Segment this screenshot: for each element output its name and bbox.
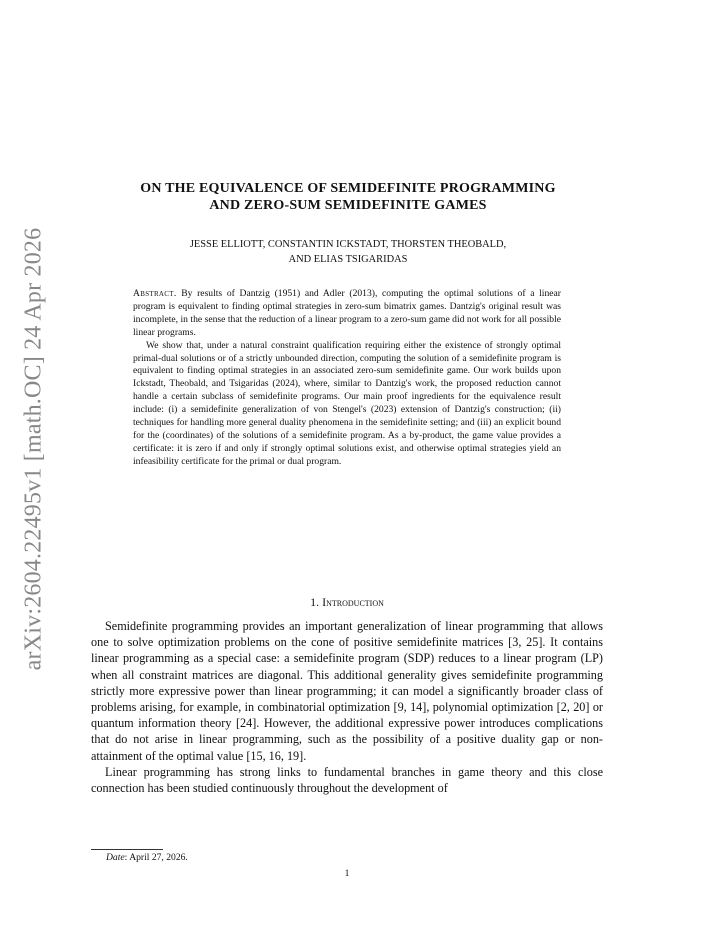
section-number: 1. (310, 595, 320, 609)
abstract-paragraph-2: We show that, under a natural constraint qualification requiring either the existence of strongly optimal primal-dual solutions or of a strictly unbounded direction, computing the solution of a semidefinite program is equivalent to finding optimal strategies in an associated zero-sum semidefinite game. Our work builds upon Ickstadt, Theobald, and Tsigaridas (2024), where, similar to Dantzig's work, the proposed reduction cannot handle a certain subclass of semidefinite programs. Our main proof ingredients for the equivalence result include: (i) a semidefinite generalization of von Stengel's (2023) extension of Dantzig's construction; (ii) techniques for handling more general duality phenomena in the semidefinite setting; and (iii) an explicit bound for the (coordinates) of the solutions of a semidefinite program. As a by-product, the game value provides a certificate: it is zero if and only if strongly optimal solutions exist, and otherwise optimal strategies yield an infeasibility certificate for the primal or dual program. (133, 339, 561, 467)
footnote-date (106, 852, 188, 863)
author-line-1: JESSE ELLIOTT, CONSTANTIN ICKSTADT, THORSTEN THEOBALD, (189, 239, 507, 250)
author-line-2: AND ELIAS TSIGARIDAS (288, 254, 408, 265)
abstract-text-1: By results of Dantzig (1951) and Adler (2013), computing the optimal solutions of a linear program is equivalent to finding optimal strategies in zero-sum bimatrix games. Dantzig's original result was incomplete, in the sense that the reduction of a linear program to a zero-sum game did not work for all possible linear programs. (133, 288, 561, 338)
page-number: 1 (344, 868, 350, 879)
body-paragraph-2: Linear programming has strong links to fundamental branches in game theory and this close connection has been studied continuously throughout the development of (91, 764, 603, 796)
paper-title-line-1: ON THE EQUIVALENCE OF SEMIDEFINITE PROGRAMMING (140, 181, 556, 196)
footnote-divider (91, 849, 163, 850)
paper-title-line-2: AND ZERO-SUM SEMIDEFINITE GAMES (209, 198, 487, 213)
abstract (133, 288, 561, 469)
abstract-label: Abstract. (133, 288, 177, 299)
footnote-text: : April 27, 2026. (124, 852, 188, 863)
arxiv-identifier: arXiv:2604.22495v1 [math.OC] 24 Apr 2026 (20, 227, 47, 671)
footnote-label: Date (106, 852, 125, 863)
section-heading (88, 595, 606, 610)
abstract-paragraph-1 (133, 288, 561, 340)
author-list (80, 237, 616, 267)
section-title: Introduction (322, 595, 384, 609)
paper-title (80, 180, 616, 214)
body-text (91, 618, 603, 796)
body-paragraph-1: Semidefinite programming provides an important generalization of linear programming that allows one to solve optimization problems on the cone of positive semidefinite matrices [3, 25]. It contains linear programming as a special case: a semidefinite program (SDP) reduces to a linear program (LP) when all constraint matrices are diagonal. This additional generality gives semidefinite programming strictly more expressive power than linear programming; it can model a significantly broader class of problems arising, for example, in combinatorial optimization [9, 14], polynomial optimization [2, 20] or quantum information theory [24]. However, the additional expressive power introduces complications that do not arise in linear programming, such as the possibility of a positive duality gap or non-attainment of the optimal value [15, 16, 19]. (91, 619, 603, 763)
